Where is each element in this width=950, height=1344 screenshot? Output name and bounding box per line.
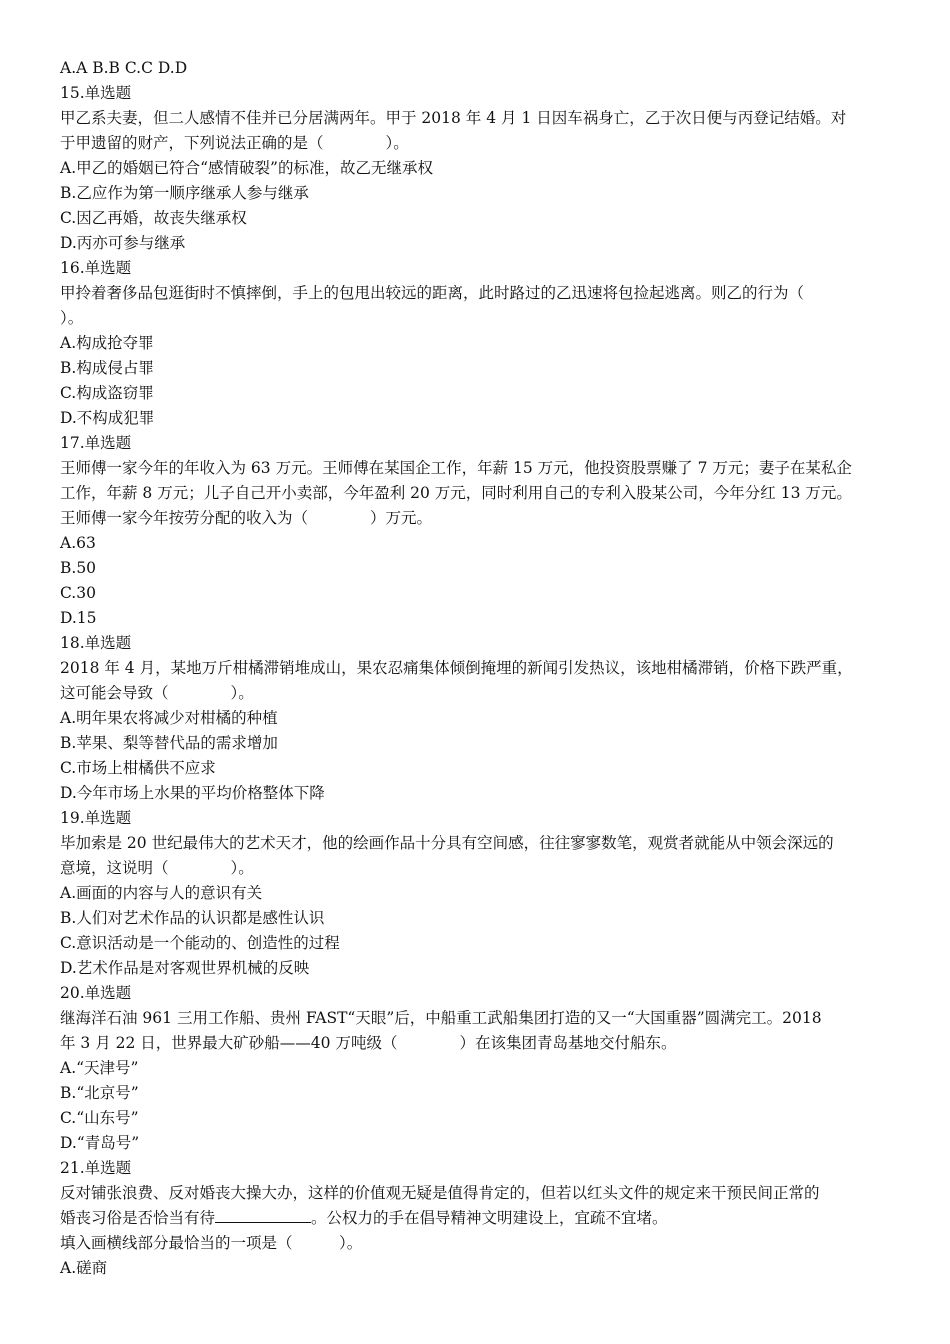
answer-option: C.“山东号”	[60, 1109, 139, 1127]
answer-option: D.“青岛号”	[60, 1134, 140, 1152]
question-stem-line: ）。	[60, 309, 84, 327]
question-stem-line: 继海洋石油 961 三用工作船、贵州 FAST“天眼”后，中船重工武船集团打造的又一“大国重器”圆满完工。2018	[60, 1009, 822, 1027]
answer-option: A.画面的内容与人的意识有关	[60, 884, 263, 902]
answer-option: B.苹果、梨等替代品的需求增加	[60, 734, 278, 752]
answer-option: B.50	[60, 559, 97, 577]
question-block	[60, 1156, 900, 1281]
question-stem-line: 王师傅一家今年按劳分配的收入为（ ）万元。	[60, 509, 433, 527]
answer-option: D.不构成犯罪	[60, 409, 155, 427]
question-list	[60, 81, 900, 1156]
answer-option: D.今年市场上水果的平均价格整体下降	[60, 784, 325, 802]
answer-option: B.人们对艺术作品的认识都是感性认识	[60, 909, 325, 927]
answer-option: C.30	[60, 584, 96, 602]
question-stem-line: 于甲遗留的财产，下列说法正确的是（ ）。	[60, 134, 409, 152]
answer-option: B.“北京号”	[60, 1084, 139, 1102]
exam-document	[60, 56, 900, 1281]
answer-option: C.意识活动是一个能动的、创造性的过程	[60, 934, 340, 952]
question-number-type: 17.单选题	[60, 434, 132, 452]
question-block	[60, 981, 900, 1156]
top-options-line: A.A B.B C.C D.D	[60, 59, 188, 77]
answer-option: C.构成盗窃罪	[60, 384, 154, 402]
stem-text-after-blank: 。公权力的手在倡导精神文明建设上，宜疏不宜堵。	[311, 1209, 668, 1227]
stem-text-before-blank: 婚丧习俗是否恰当有待	[60, 1209, 216, 1227]
question-prompt: 填入画横线部分最恰当的一项是（ ）。	[60, 1234, 363, 1252]
answer-option: A.甲乙的婚姻已符合“感情破裂”的标准，故乙无继承权	[60, 159, 433, 177]
question-number-type: 20.单选题	[60, 984, 132, 1002]
question-stem-line: 年 3 月 22 日，世界最大矿砂船——40 万吨级（ ）在该集团青岛基地交付船东。	[60, 1034, 677, 1052]
answer-option: D.丙亦可参与继承	[60, 234, 186, 252]
question-stem-line: 工作，年薪 8 万元；儿子自己开小卖部，今年盈利 20 万元，同时利用自己的专利入股某公司，今年分红 13 万元。	[60, 484, 852, 502]
question-number-type: 21.单选题	[60, 1159, 132, 1177]
question-number-type: 18.单选题	[60, 634, 132, 652]
question-stem-line: 王师傅一家今年的年收入为 63 万元。王师傅在某国企工作，年薪 15 万元，他投资股票赚了 7 万元；妻子在某私企	[60, 459, 852, 477]
answer-option: A.构成抢夺罪	[60, 334, 154, 352]
question-number-type: 19.单选题	[60, 809, 132, 827]
question-stem-line: 甲乙系夫妻，但二人感情不佳并已分居满两年。甲于 2018 年 4 月 1 日因车祸身亡，乙于次日便与丙登记结婚。对	[60, 109, 847, 127]
answer-option: A.磋商	[60, 1259, 108, 1277]
question-stem-line: 毕加索是 20 世纪最伟大的艺术天才，他的绘画作品十分具有空间感，往往寥寥数笔，观赏者就能从中领会深远的	[60, 834, 834, 852]
question-number-type: 15.单选题	[60, 84, 132, 102]
question-block	[60, 631, 900, 806]
question-stem-line: 2018 年 4 月，某地万斤柑橘滞销堆成山，果农忍痛集体倾倒掩埋的新闻引发热议，该地柑橘滞销，价格下跌严重，	[60, 659, 853, 677]
question-block	[60, 81, 900, 256]
answer-option: A.“天津号”	[60, 1059, 139, 1077]
question-block	[60, 806, 900, 981]
question-stem-line: 反对铺张浪费、反对婚丧大操大办，这样的价值观无疑是值得肯定的，但若以红头文件的规定来干预民间正常的	[60, 1184, 820, 1202]
fill-in-blank-underline	[215, 1207, 311, 1223]
answer-option: A.明年果农将减少对柑橘的种植	[60, 709, 278, 727]
answer-option: D.15	[60, 609, 97, 627]
question-stem-line: 意境，这说明（ ）。	[60, 859, 254, 877]
answer-option: D.艺术作品是对客观世界机械的反映	[60, 959, 310, 977]
answer-option: B.构成侵占罪	[60, 359, 154, 377]
question-stem-line: 甲拎着奢侈品包逛街时不慎摔倒，手上的包甩出较远的距离，此时路过的乙迅速将包捡起逃离。则乙的行为（	[60, 284, 805, 302]
question-stem-line: 这可能会导致（ ）。	[60, 684, 254, 702]
answer-option: C.因乙再婚，故丧失继承权	[60, 209, 247, 227]
question-block	[60, 256, 900, 431]
answer-option: A.63	[60, 534, 96, 552]
answer-option: B.乙应作为第一顺序继承人参与继承	[60, 184, 309, 202]
question-number-type: 16.单选题	[60, 259, 132, 277]
answer-option: C.市场上柑橘供不应求	[60, 759, 216, 777]
question-stem-line	[60, 1206, 900, 1231]
question-block	[60, 431, 900, 631]
